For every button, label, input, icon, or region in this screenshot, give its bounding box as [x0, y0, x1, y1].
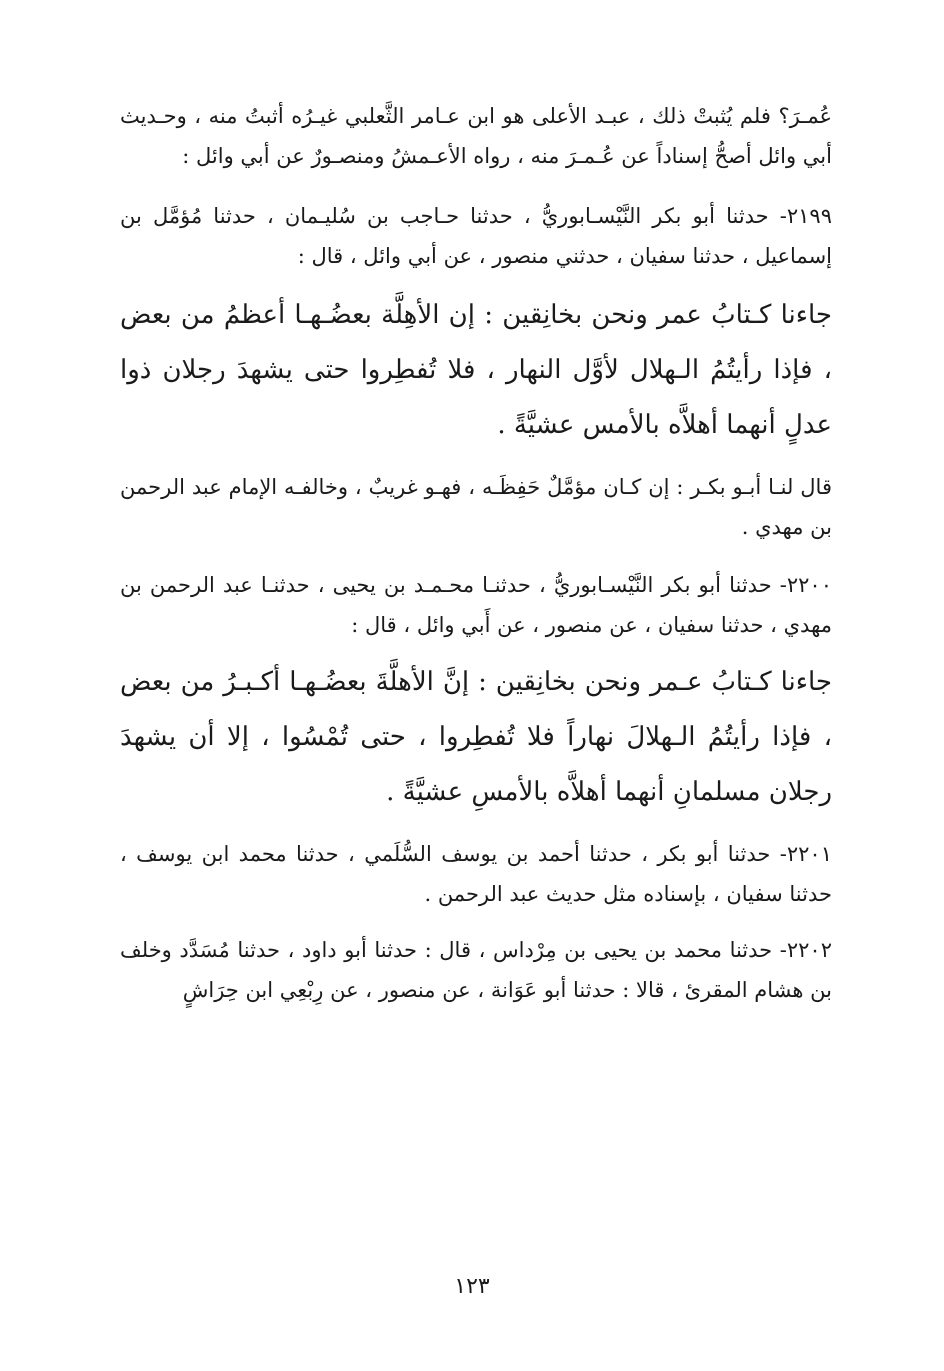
intro-paragraph: عُمـرَ؟ فلم يُثبتْ ذلك ، عبـد الأعلى هو ابن عـامر الثَّعلبي غيـرُه أثبتُ منه ، وحـديث أبي وائل أصحُّ إسناداً عن عُـمـرَ منه ، رواه الأعـمشُ ومنصـورٌ عن أبي وائل : — [120, 104, 832, 168]
page-number: ١٢٣ — [454, 1274, 490, 1299]
hadith-2202: ٢٢٠٢- حدثنا محمد بن يحيى بن مِرْداس ، قال : حدثنا أبو داود ، حدثنا مُسَدَّد وخلف بن هشام المقرئ ، قالا : حدثنا أبو عَوَانة ، عن منصور ، عن رِبْعِي ابن حِرَاشٍ — [120, 938, 832, 1002]
hadith-2201: ٢٢٠١- حدثنا أبو بكر ، حدثنا أحمد بن يوسف السُّلَمي ، حدثنا محمد ابن يوسف ، حدثنا سفيان ، بإسناده مثل حديث عبد الرحمن . — [120, 842, 832, 906]
hadith-2199: ٢١٩٩- حدثنا أبو بكر النَّيْسـابوريُّ ، حدثنا حـاجب بن سُليـمان ، حدثنا مُؤمَّل بن إسماعيل ، حدثنا سفيان ، حدثني منصور ، عن أبي وائل ، قال : — [120, 204, 832, 268]
hadith-2200: ٢٢٠٠- حدثنا أبو بكر النَّيْسـابوريُّ ، حدثنـا محـمـد بن يحيى ، حدثنـا عبد الرحمن بن مهدي ، حدثنا سفيان ، عن منصور ، عن أَبي وائل ، قال : — [120, 573, 832, 637]
hadith-text-quote-2: جاءنا كـتابُ عـمر ونحن بخانِقين : إنَّ الأهلَّةَ بعضُـهـا أكـبـرُ من بعض ، فإذا رأيتُمُ الـهلالَ نهاراً فلا تُفطِروا ، حتى تُمْسُوا ، إلا أن يشهدَ رجلان مسلمانِ أنهما أهلاَّه بالأمسِ عشيَّةً . — [120, 667, 832, 807]
page-body — [120, 96, 832, 1010]
commentary-paragraph: قال لنـا أبـو بكـر : إن كـان مؤمَّلٌ حَفِظَـه ، فهـو غريبٌ ، وخالفـه الإمام عبد الرحمن بن مهدي . — [120, 475, 832, 539]
hadith-text-quote-1: جاءنا كـتابُ عمر ونحن بخانِقين : إن الأهِلَّة بعضُـهـا أعظمُ من بعض ، فإذا رأيتُمُ الـهلال لأوَّل النهار ، فلا تُفطِروا حتى يشهدَ رجلان ذوا عدلٍ أنهما أهلاَّه بالأمس عشيَّةً . — [120, 300, 832, 440]
